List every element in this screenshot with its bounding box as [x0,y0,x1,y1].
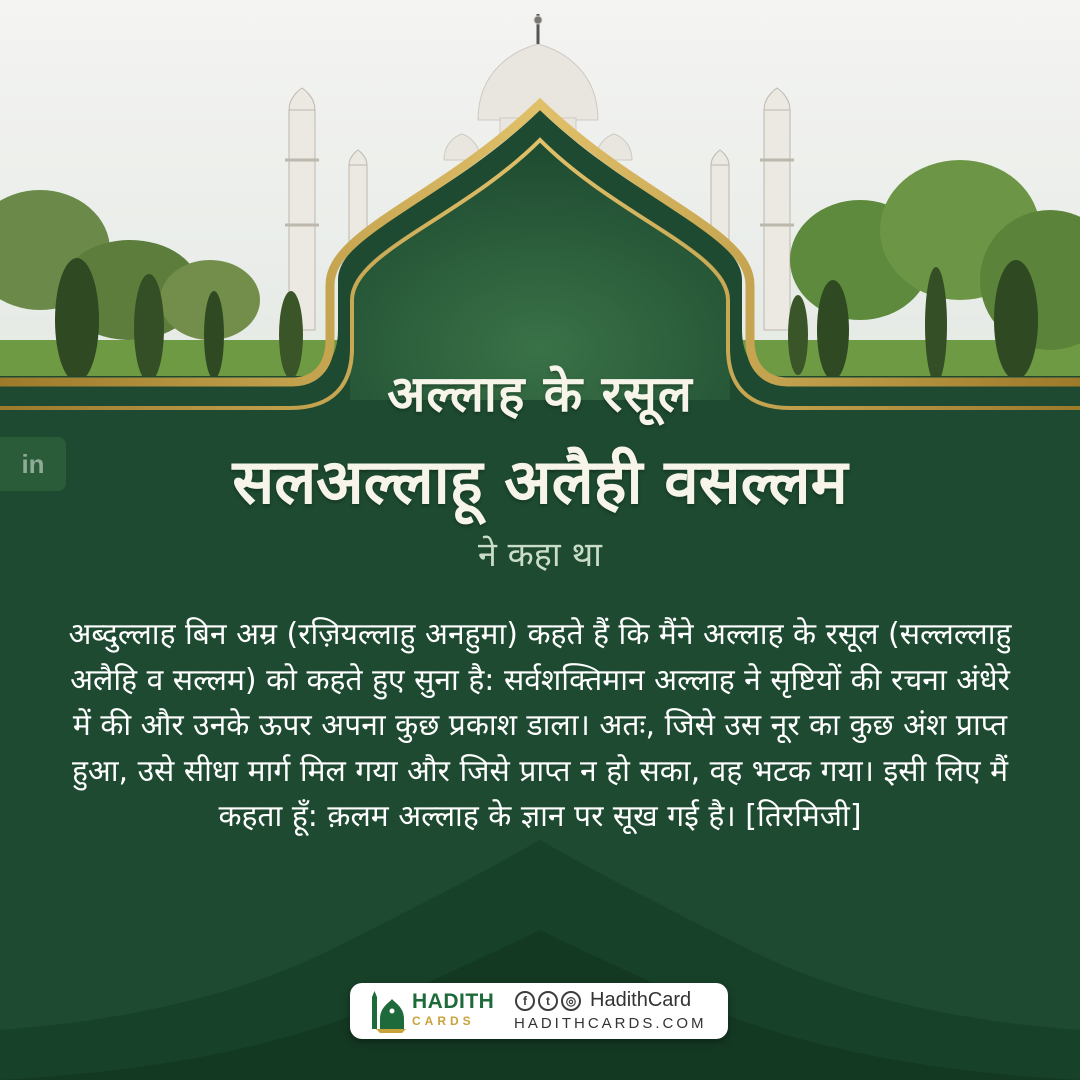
hadith-text: अब्दुल्लाह बिन अम्र (रज़ियल्लाहु अनहुमा) कहते हैं कि मैंने अल्लाह के रसूल (सल्लल्लाहु अलैहि व सल्लम) को कहते हुए सुना है: सर्वशक्तिमान अल्लाह ने सृष्टियों की रचना अंधेरे में की और उनके ऊपर अपना कुछ प्रकाश डाला। अतः, जिसे उस नूर का कुछ अंश प्राप्त हुआ, उसे सीधा मार्ग मिल गया और जिसे प्राप्त न हो सका, वह भटक गया। इसी लिए मैं कहता हूँ: क़लम अल्लाह के ज्ञान पर सूख गई है। [तिरमिजी] [68,617,1012,834]
social-icons [515,991,581,1011]
linkedin-icon[interactable]: in [0,437,66,491]
title-line-2: सलअल्लाहू अलैही वसल्लम [232,445,848,518]
logo-hadith: HADITH [412,990,495,1013]
website-url[interactable]: HADITHCARDS.COM [514,1015,707,1032]
title-line-1: अल्लाह के रसूल [387,365,693,423]
facebook-icon[interactable]: f [515,991,535,1011]
brand-logo-text [412,991,494,1029]
brand-footer[interactable] [350,983,728,1039]
mosque-logo-icon [370,989,408,1033]
instagram-icon[interactable]: ◎ [561,991,581,1011]
logo-cards: CARDS [412,1014,475,1028]
twitter-icon[interactable]: t [538,991,558,1011]
social-handle[interactable]: HadithCard [590,989,692,1011]
title-line-3: ने कहा था [478,535,602,575]
